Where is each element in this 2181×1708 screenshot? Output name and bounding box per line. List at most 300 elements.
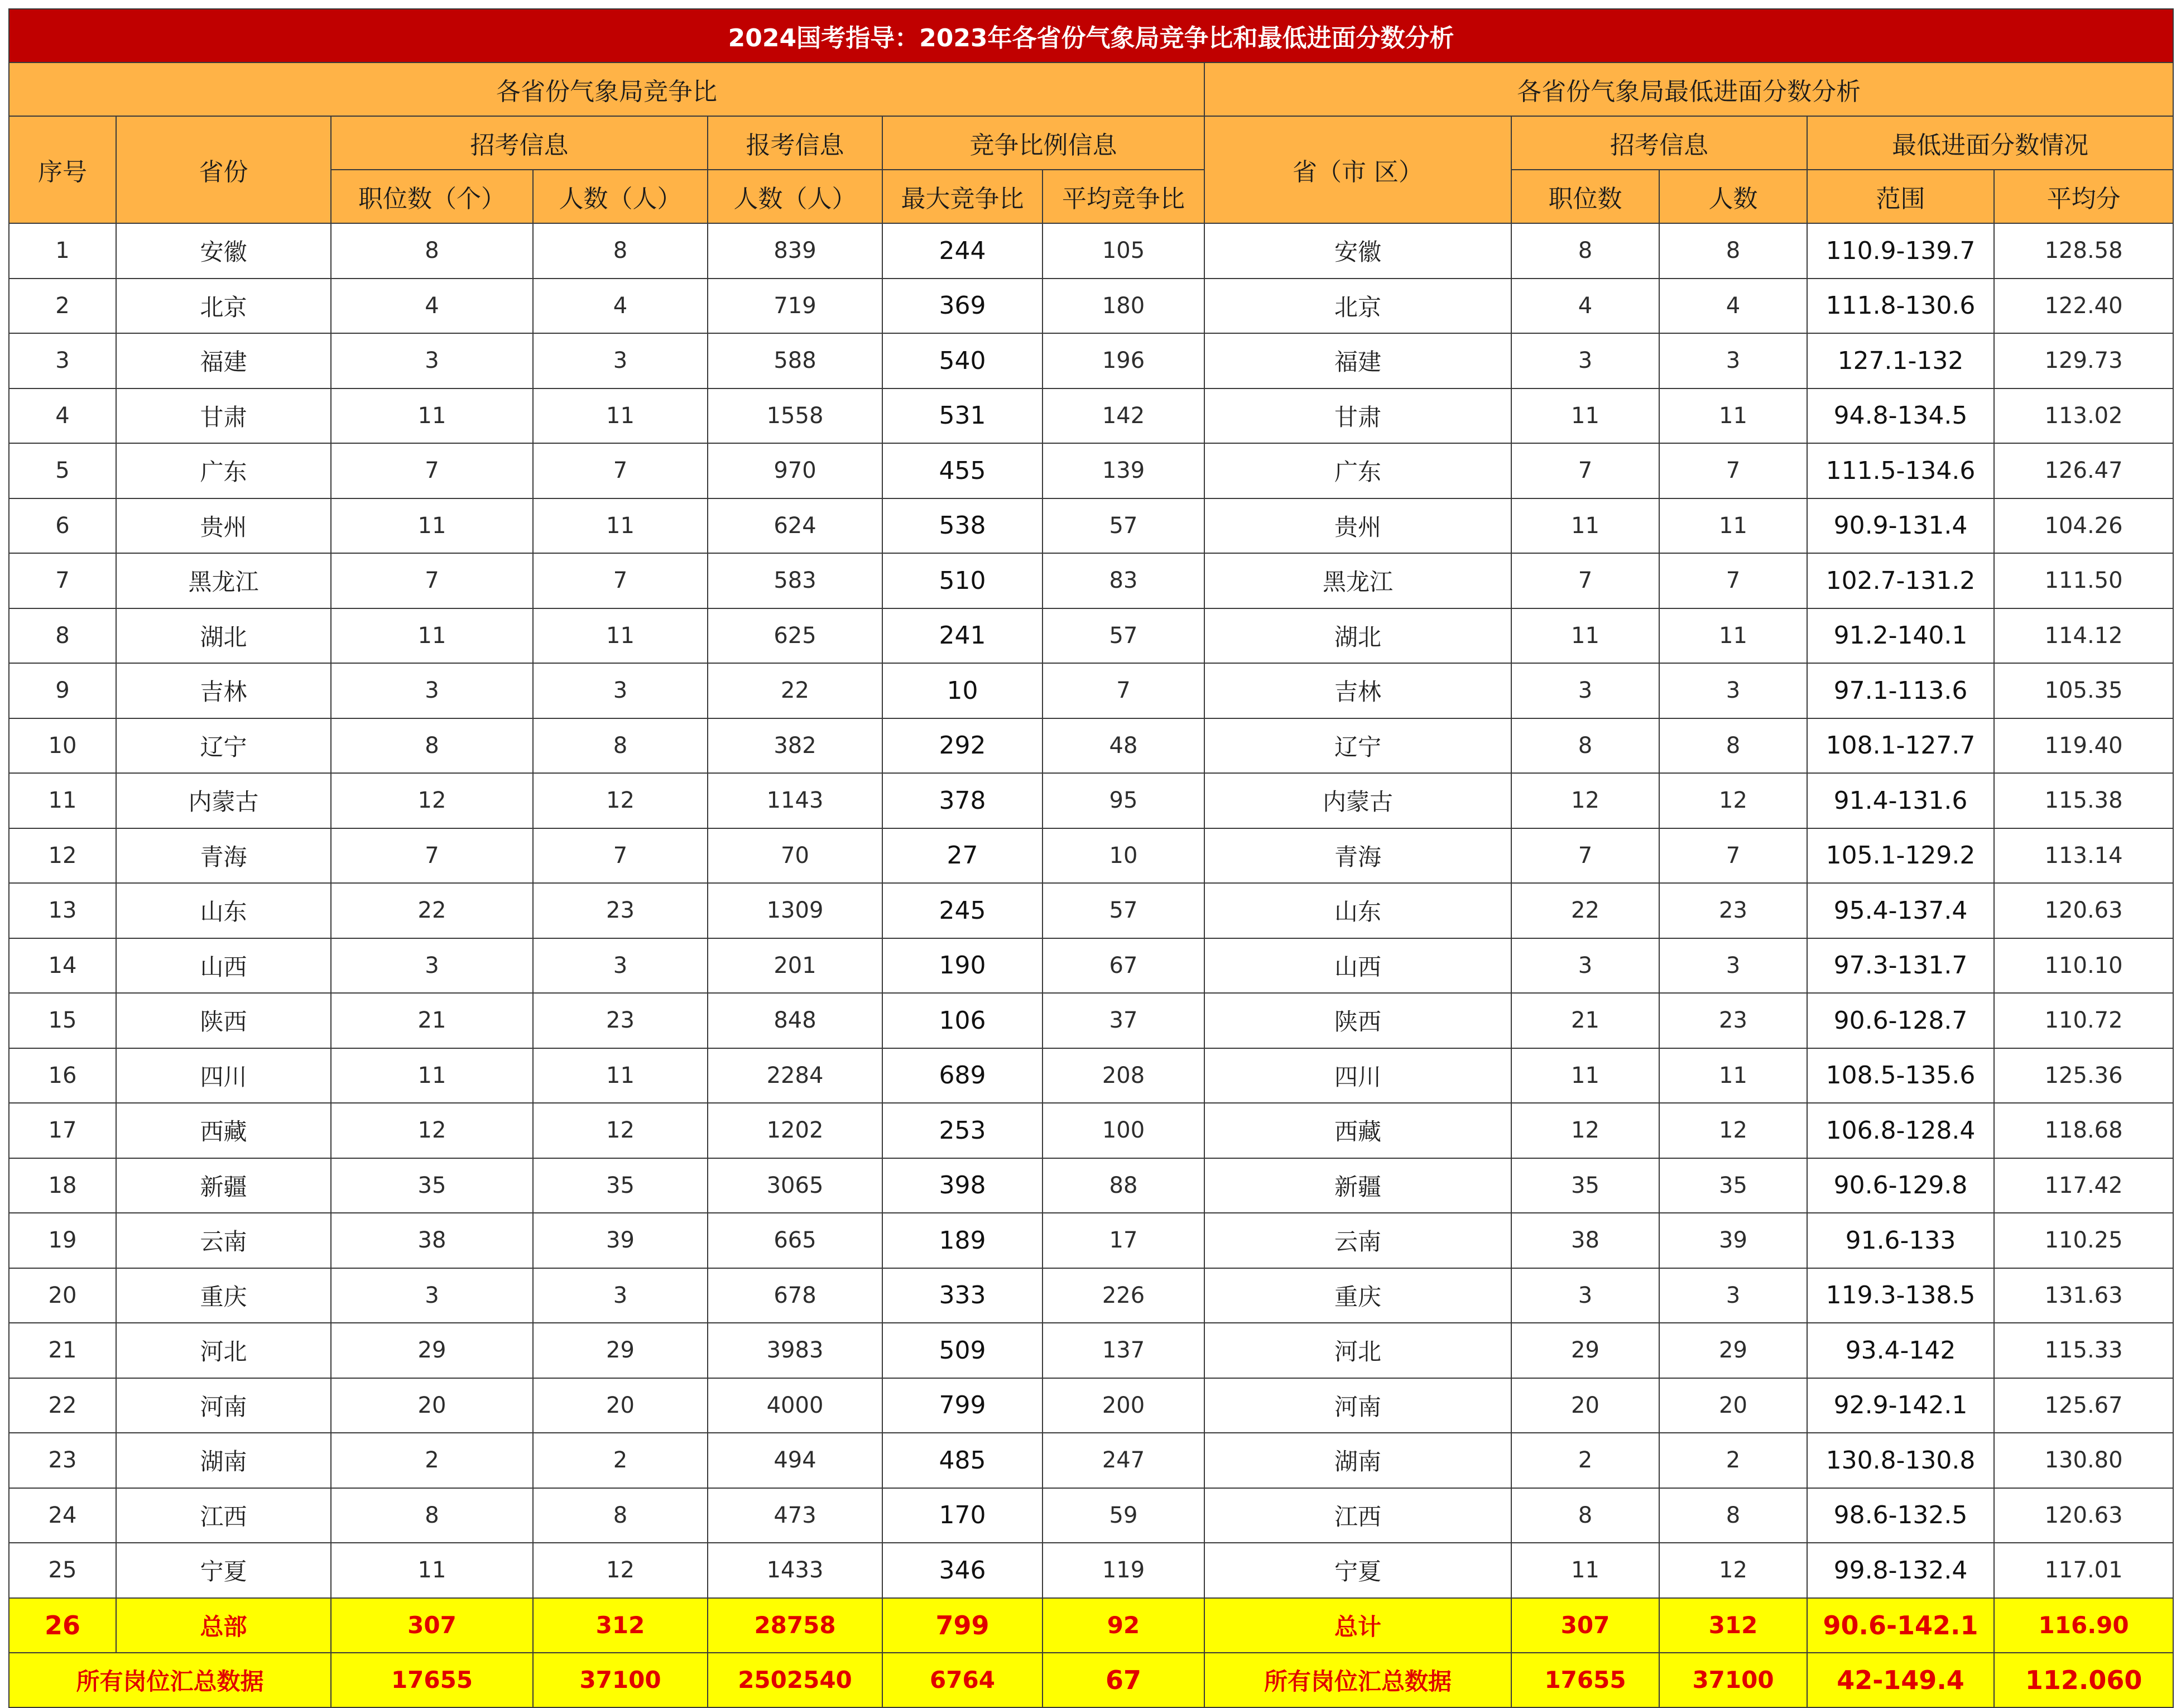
cell-province-right: 黑龙江 [1204, 553, 1511, 608]
cell-positions: 12 [331, 773, 533, 828]
cell-range: 97.1-113.6 [1807, 663, 1994, 718]
cell-people-right: 29 [1659, 1323, 1807, 1378]
cell-applicants: 4000 [708, 1378, 882, 1433]
cell-province: 陕西 [116, 993, 331, 1048]
cell-avg-score: 125.67 [1994, 1378, 2173, 1433]
cell-avg-ratio: 100 [1043, 1103, 1204, 1158]
cell-max-ratio: 189 [882, 1213, 1043, 1268]
cell-positions: 2 [331, 1433, 533, 1488]
cell-positions: 3 [331, 1268, 533, 1323]
cell-province-right: 江西 [1204, 1488, 1511, 1543]
table-row [9, 388, 2173, 444]
cell-positions-right: 11 [1511, 388, 1659, 444]
cell-people: 2 [533, 1433, 708, 1488]
header-apply-info: 报考信息 [708, 116, 882, 170]
cell-people-right: 7 [1659, 553, 1807, 608]
cell-applicants: 382 [708, 718, 882, 774]
cell-people: 11 [533, 498, 708, 554]
cell-avg-score: 119.40 [1994, 718, 2173, 774]
cell-applicants: 1202 [708, 1103, 882, 1158]
cell-people-right: 3 [1659, 938, 1807, 994]
cell-province: 重庆 [116, 1268, 331, 1323]
all-positions-people-right: 37100 [1659, 1653, 1807, 1707]
cell-range: 93.4-142 [1807, 1323, 1994, 1378]
cell-province-right: 云南 [1204, 1213, 1511, 1268]
cell-range: 90.6-128.7 [1807, 993, 1994, 1048]
total-avg-ratio: 92 [1043, 1598, 1204, 1653]
cell-max-ratio: 531 [882, 388, 1043, 444]
header-applicants: 人数（人） [708, 170, 882, 223]
cell-avg-ratio: 105 [1043, 223, 1204, 279]
table-row [9, 1323, 2173, 1378]
cell-positions: 29 [331, 1323, 533, 1378]
cell-positions: 7 [331, 443, 533, 498]
total-row [9, 1598, 2173, 1653]
section-right-header: 各省份气象局最低进面分数分析 [1204, 63, 2173, 116]
cell-people: 29 [533, 1323, 708, 1378]
all-positions-range: 42-149.4 [1807, 1653, 1994, 1707]
cell-province: 山西 [116, 938, 331, 994]
cell-applicants: 678 [708, 1268, 882, 1323]
cell-people: 7 [533, 828, 708, 884]
cell-avg-score: 120.63 [1994, 883, 2173, 938]
cell-avg-ratio: 57 [1043, 608, 1204, 664]
cell-seq: 5 [9, 443, 116, 498]
cell-seq: 22 [9, 1378, 116, 1433]
cell-province: 西藏 [116, 1103, 331, 1158]
cell-avg-ratio: 137 [1043, 1323, 1204, 1378]
cell-max-ratio: 241 [882, 608, 1043, 664]
cell-range: 127.1-132 [1807, 333, 1994, 388]
cell-people-right: 11 [1659, 1048, 1807, 1104]
cell-avg-ratio: 226 [1043, 1268, 1204, 1323]
cell-positions: 8 [331, 1488, 533, 1543]
cell-applicants: 2284 [708, 1048, 882, 1104]
table-row [9, 1433, 2173, 1488]
cell-avg-score: 104.26 [1994, 498, 2173, 554]
cell-people-right: 23 [1659, 883, 1807, 938]
cell-avg-ratio: 59 [1043, 1488, 1204, 1543]
cell-people: 39 [533, 1213, 708, 1268]
all-positions-avg-ratio: 67 [1043, 1653, 1204, 1707]
cell-province-right: 湖南 [1204, 1433, 1511, 1488]
cell-avg-score: 105.35 [1994, 663, 2173, 718]
cell-province: 内蒙古 [116, 773, 331, 828]
table-row [9, 498, 2173, 554]
cell-people-right: 12 [1659, 1103, 1807, 1158]
table-row [9, 333, 2173, 388]
cell-avg-score: 120.63 [1994, 1488, 2173, 1543]
cell-positions: 11 [331, 608, 533, 664]
cell-people: 7 [533, 443, 708, 498]
header-province: 省份 [116, 116, 331, 223]
header-province-city: 省（市 区） [1204, 116, 1511, 223]
cell-seq: 20 [9, 1268, 116, 1323]
all-positions-avg-score: 112.060 [1994, 1653, 2173, 1707]
table-row [9, 443, 2173, 498]
cell-range: 111.8-130.6 [1807, 279, 1994, 334]
cell-seq: 25 [9, 1543, 116, 1598]
cell-people: 3 [533, 663, 708, 718]
cell-positions: 11 [331, 1048, 533, 1104]
table-row [9, 608, 2173, 664]
cell-seq: 17 [9, 1103, 116, 1158]
cell-province: 安徽 [116, 223, 331, 279]
section-left-header: 各省份气象局竞争比 [9, 63, 1204, 116]
total-positions: 307 [331, 1598, 533, 1653]
cell-province-right: 内蒙古 [1204, 773, 1511, 828]
cell-people: 11 [533, 1048, 708, 1104]
cell-avg-score: 125.36 [1994, 1048, 2173, 1104]
cell-avg-score: 115.38 [1994, 773, 2173, 828]
cell-province-right: 安徽 [1204, 223, 1511, 279]
cell-applicants: 588 [708, 333, 882, 388]
cell-positions: 8 [331, 718, 533, 774]
cell-max-ratio: 509 [882, 1323, 1043, 1378]
competition-score-table [8, 8, 2174, 1708]
cell-seq: 4 [9, 388, 116, 444]
cell-max-ratio: 378 [882, 773, 1043, 828]
cell-people: 7 [533, 553, 708, 608]
total-seq: 26 [9, 1598, 116, 1653]
cell-avg-score: 117.42 [1994, 1158, 2173, 1213]
cell-province: 吉林 [116, 663, 331, 718]
cell-applicants: 719 [708, 279, 882, 334]
cell-seq: 3 [9, 333, 116, 388]
cell-seq: 12 [9, 828, 116, 884]
table-row [9, 1378, 2173, 1433]
cell-positions: 11 [331, 498, 533, 554]
cell-range: 102.7-131.2 [1807, 553, 1994, 608]
cell-positions-right: 20 [1511, 1378, 1659, 1433]
cell-positions: 35 [331, 1158, 533, 1213]
table-row [9, 1158, 2173, 1213]
cell-applicants: 625 [708, 608, 882, 664]
cell-avg-score: 113.02 [1994, 388, 2173, 444]
cell-range: 106.8-128.4 [1807, 1103, 1994, 1158]
all-positions-people: 37100 [533, 1653, 708, 1707]
cell-people-right: 11 [1659, 498, 1807, 554]
cell-max-ratio: 510 [882, 553, 1043, 608]
cell-positions: 11 [331, 388, 533, 444]
cell-range: 94.8-134.5 [1807, 388, 1994, 444]
cell-positions: 4 [331, 279, 533, 334]
cell-people-right: 3 [1659, 1268, 1807, 1323]
cell-max-ratio: 253 [882, 1103, 1043, 1158]
cell-province-right: 新疆 [1204, 1158, 1511, 1213]
cell-seq: 11 [9, 773, 116, 828]
table-row [9, 1048, 2173, 1104]
cell-positions-right: 12 [1511, 773, 1659, 828]
cell-positions-right: 3 [1511, 663, 1659, 718]
total-people-right: 312 [1659, 1598, 1807, 1653]
cell-avg-ratio: 7 [1043, 663, 1204, 718]
cell-people-right: 11 [1659, 608, 1807, 664]
header-min-score: 最低进面分数情况 [1807, 116, 2173, 170]
cell-range: 108.1-127.7 [1807, 718, 1994, 774]
cell-avg-ratio: 88 [1043, 1158, 1204, 1213]
cell-province-right: 陕西 [1204, 993, 1511, 1048]
cell-positions-right: 4 [1511, 279, 1659, 334]
cell-avg-score: 110.72 [1994, 993, 2173, 1048]
total-positions-right: 307 [1511, 1598, 1659, 1653]
cell-range: 91.2-140.1 [1807, 608, 1994, 664]
table-row [9, 1268, 2173, 1323]
cell-applicants: 848 [708, 993, 882, 1048]
cell-seq: 14 [9, 938, 116, 994]
cell-people-right: 12 [1659, 773, 1807, 828]
cell-positions-right: 7 [1511, 443, 1659, 498]
table-row [9, 1488, 2173, 1543]
cell-range: 97.3-131.7 [1807, 938, 1994, 994]
cell-province-right: 湖北 [1204, 608, 1511, 664]
cell-avg-ratio: 48 [1043, 718, 1204, 774]
cell-province: 黑龙江 [116, 553, 331, 608]
cell-max-ratio: 398 [882, 1158, 1043, 1213]
cell-range: 110.9-139.7 [1807, 223, 1994, 279]
table-row [9, 663, 2173, 718]
all-positions-label-right: 所有岗位汇总数据 [1204, 1653, 1511, 1707]
cell-people: 4 [533, 279, 708, 334]
header-recruit-info: 招考信息 [331, 116, 708, 170]
cell-province-right: 宁夏 [1204, 1543, 1511, 1598]
header-positions: 职位数（个） [331, 170, 533, 223]
cell-positions-right: 7 [1511, 553, 1659, 608]
cell-province: 贵州 [116, 498, 331, 554]
cell-province-right: 广东 [1204, 443, 1511, 498]
cell-people-right: 39 [1659, 1213, 1807, 1268]
cell-avg-score: 126.47 [1994, 443, 2173, 498]
cell-province-right: 贵州 [1204, 498, 1511, 554]
cell-avg-ratio: 67 [1043, 938, 1204, 994]
cell-seq: 13 [9, 883, 116, 938]
cell-province-right: 重庆 [1204, 1268, 1511, 1323]
total-range: 90.6-142.1 [1807, 1598, 1994, 1653]
table-row [9, 718, 2173, 774]
cell-max-ratio: 27 [882, 828, 1043, 884]
cell-province-right: 四川 [1204, 1048, 1511, 1104]
cell-positions: 7 [331, 828, 533, 884]
cell-positions-right: 3 [1511, 938, 1659, 994]
table-row [9, 993, 2173, 1048]
header-avg-score: 平均分 [1994, 170, 2173, 223]
cell-max-ratio: 333 [882, 1268, 1043, 1323]
cell-applicants: 1433 [708, 1543, 882, 1598]
cell-avg-ratio: 208 [1043, 1048, 1204, 1104]
cell-applicants: 1558 [708, 388, 882, 444]
cell-applicants: 494 [708, 1433, 882, 1488]
cell-positions: 11 [331, 1543, 533, 1598]
total-label-right: 总计 [1204, 1598, 1511, 1653]
cell-positions-right: 22 [1511, 883, 1659, 938]
cell-province: 北京 [116, 279, 331, 334]
cell-positions-right: 35 [1511, 1158, 1659, 1213]
cell-positions-right: 8 [1511, 1488, 1659, 1543]
cell-people-right: 4 [1659, 279, 1807, 334]
all-positions-positions: 17655 [331, 1653, 533, 1707]
cell-avg-score: 111.50 [1994, 553, 2173, 608]
cell-province: 四川 [116, 1048, 331, 1104]
cell-province: 福建 [116, 333, 331, 388]
cell-people: 8 [533, 718, 708, 774]
cell-province: 云南 [116, 1213, 331, 1268]
cell-province-right: 河北 [1204, 1323, 1511, 1378]
cell-people-right: 3 [1659, 333, 1807, 388]
cell-province: 河南 [116, 1378, 331, 1433]
cell-avg-score: 113.14 [1994, 828, 2173, 884]
table-row [9, 1213, 2173, 1268]
cell-seq: 8 [9, 608, 116, 664]
cell-seq: 23 [9, 1433, 116, 1488]
cell-seq: 1 [9, 223, 116, 279]
table-row [9, 773, 2173, 828]
cell-avg-ratio: 57 [1043, 498, 1204, 554]
cell-seq: 10 [9, 718, 116, 774]
cell-range: 90.6-129.8 [1807, 1158, 1994, 1213]
cell-avg-ratio: 119 [1043, 1543, 1204, 1598]
total-label: 总部 [116, 1598, 331, 1653]
cell-max-ratio: 292 [882, 718, 1043, 774]
cell-province-right: 山东 [1204, 883, 1511, 938]
table-row [9, 828, 2173, 884]
cell-people-right: 35 [1659, 1158, 1807, 1213]
cell-province: 宁夏 [116, 1543, 331, 1598]
table-row [9, 883, 2173, 938]
table-row [9, 1103, 2173, 1158]
cell-max-ratio: 799 [882, 1378, 1043, 1433]
cell-range: 130.8-130.8 [1807, 1433, 1994, 1488]
cell-avg-ratio: 142 [1043, 388, 1204, 444]
cell-positions-right: 8 [1511, 223, 1659, 279]
cell-province-right: 西藏 [1204, 1103, 1511, 1158]
cell-people-right: 2 [1659, 1433, 1807, 1488]
cell-applicants: 1309 [708, 883, 882, 938]
cell-positions-right: 21 [1511, 993, 1659, 1048]
cell-max-ratio: 485 [882, 1433, 1043, 1488]
cell-max-ratio: 540 [882, 333, 1043, 388]
cell-max-ratio: 245 [882, 883, 1043, 938]
cell-province: 青海 [116, 828, 331, 884]
cell-province-right: 辽宁 [1204, 718, 1511, 774]
all-positions-positions-right: 17655 [1511, 1653, 1659, 1707]
cell-positions-right: 12 [1511, 1103, 1659, 1158]
cell-positions-right: 29 [1511, 1323, 1659, 1378]
cell-seq: 19 [9, 1213, 116, 1268]
cell-max-ratio: 106 [882, 993, 1043, 1048]
cell-avg-ratio: 139 [1043, 443, 1204, 498]
cell-range: 99.8-132.4 [1807, 1543, 1994, 1598]
header-range: 范围 [1807, 170, 1994, 223]
cell-province-right: 甘肃 [1204, 388, 1511, 444]
cell-people-right: 8 [1659, 223, 1807, 279]
total-applicants: 28758 [708, 1598, 882, 1653]
cell-applicants: 1143 [708, 773, 882, 828]
cell-avg-ratio: 37 [1043, 993, 1204, 1048]
header-recruit-info-right: 招考信息 [1511, 116, 1807, 170]
cell-applicants: 583 [708, 553, 882, 608]
cell-province-right: 河南 [1204, 1378, 1511, 1433]
cell-range: 90.9-131.4 [1807, 498, 1994, 554]
cell-people: 3 [533, 1268, 708, 1323]
cell-province-right: 福建 [1204, 333, 1511, 388]
cell-applicants: 839 [708, 223, 882, 279]
cell-people: 23 [533, 993, 708, 1048]
cell-positions-right: 3 [1511, 1268, 1659, 1323]
cell-people-right: 11 [1659, 388, 1807, 444]
cell-avg-score: 110.10 [1994, 938, 2173, 994]
cell-avg-ratio: 10 [1043, 828, 1204, 884]
header-max-ratio: 最大竞争比 [882, 170, 1043, 223]
cell-positions: 8 [331, 223, 533, 279]
cell-max-ratio: 538 [882, 498, 1043, 554]
cell-range: 105.1-129.2 [1807, 828, 1994, 884]
cell-positions-right: 2 [1511, 1433, 1659, 1488]
cell-applicants: 624 [708, 498, 882, 554]
cell-max-ratio: 170 [882, 1488, 1043, 1543]
cell-avg-ratio: 180 [1043, 279, 1204, 334]
cell-province: 湖南 [116, 1433, 331, 1488]
cell-range: 108.5-135.6 [1807, 1048, 1994, 1104]
cell-positions: 3 [331, 333, 533, 388]
cell-avg-ratio: 57 [1043, 883, 1204, 938]
cell-applicants: 22 [708, 663, 882, 718]
table-row [9, 938, 2173, 994]
cell-avg-ratio: 196 [1043, 333, 1204, 388]
cell-province: 新疆 [116, 1158, 331, 1213]
cell-max-ratio: 244 [882, 223, 1043, 279]
cell-range: 92.9-142.1 [1807, 1378, 1994, 1433]
cell-people-right: 23 [1659, 993, 1807, 1048]
cell-positions: 7 [331, 553, 533, 608]
cell-people: 12 [533, 1543, 708, 1598]
header-ratio-info: 竞争比例信息 [882, 116, 1204, 170]
cell-positions: 20 [331, 1378, 533, 1433]
total-max-ratio: 799 [882, 1598, 1043, 1653]
cell-people-right: 7 [1659, 443, 1807, 498]
cell-province: 甘肃 [116, 388, 331, 444]
cell-people: 11 [533, 388, 708, 444]
cell-avg-score: 114.12 [1994, 608, 2173, 664]
cell-applicants: 3065 [708, 1158, 882, 1213]
all-positions-row [9, 1653, 2173, 1707]
cell-range: 119.3-138.5 [1807, 1268, 1994, 1323]
cell-max-ratio: 689 [882, 1048, 1043, 1104]
cell-province-right: 山西 [1204, 938, 1511, 994]
all-positions-applicants: 2502540 [708, 1653, 882, 1707]
table-row [9, 1543, 2173, 1598]
cell-applicants: 201 [708, 938, 882, 994]
cell-people-right: 12 [1659, 1543, 1807, 1598]
cell-seq: 6 [9, 498, 116, 554]
cell-range: 91.6-133 [1807, 1213, 1994, 1268]
cell-people-right: 7 [1659, 828, 1807, 884]
cell-positions: 21 [331, 993, 533, 1048]
cell-province: 辽宁 [116, 718, 331, 774]
cell-people: 12 [533, 773, 708, 828]
table-row [9, 553, 2173, 608]
cell-avg-score: 117.01 [1994, 1543, 2173, 1598]
header-seq: 序号 [9, 116, 116, 223]
cell-positions-right: 3 [1511, 333, 1659, 388]
cell-max-ratio: 455 [882, 443, 1043, 498]
cell-applicants: 473 [708, 1488, 882, 1543]
cell-max-ratio: 369 [882, 279, 1043, 334]
cell-seq: 9 [9, 663, 116, 718]
cell-seq: 18 [9, 1158, 116, 1213]
cell-avg-ratio: 83 [1043, 553, 1204, 608]
cell-seq: 15 [9, 993, 116, 1048]
cell-avg-score: 130.80 [1994, 1433, 2173, 1488]
